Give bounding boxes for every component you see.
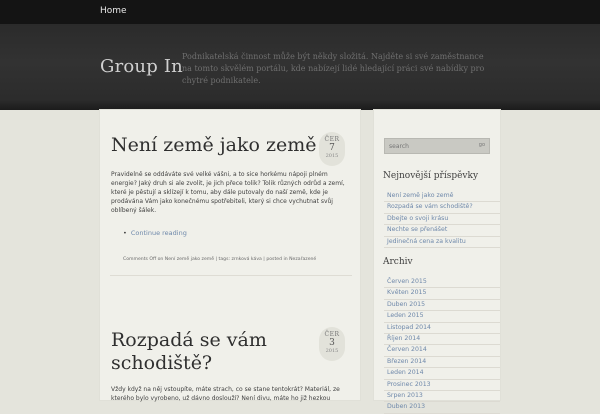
site-title[interactable]: Group In xyxy=(100,56,183,77)
post-date-day: 7 xyxy=(329,143,335,153)
continue-reading-label: Continue reading xyxy=(130,229,187,237)
post-excerpt: Vždy když na něj vstoupíte, máte strach, co se stane tentokrát? Materiál, ze kterého bylo vyrobeno, už dávno doslouží? Není divu, máte ho již hezkou xyxy=(111,386,340,402)
archive-link[interactable]: Červen 2014 xyxy=(384,345,500,356)
post-date-year: 2015 xyxy=(325,153,339,159)
recent-post-link[interactable]: Rozpadá se vám schodiště? xyxy=(384,202,500,213)
bullet-icon: • xyxy=(123,229,127,237)
post-date-day: 3 xyxy=(329,338,335,348)
recent-post-link[interactable]: Dbejte o svoji krásu xyxy=(384,214,500,225)
post-title[interactable]: Není země jako země xyxy=(111,134,317,156)
site-header xyxy=(0,24,600,110)
recent-posts-heading: Nejnovější příspěvky xyxy=(383,171,479,181)
post-excerpt: Pravidelně se oddáváte své velké vášni, a to sice horkému nápoji plném energie? Jaký druh si ale zvolit, je jich přece tolik? Tolik různých odrůd a zemí, které je pěstují a sklízejí k tomu, aby dále putovaly do naší země, kde je prodávána Vám jako konečnému spotřebiteli, který si chce vychutnat svůj oblíbený šálek. xyxy=(111,171,345,214)
recent-post-link[interactable]: Nechte se přenášet xyxy=(384,225,500,236)
archive-link[interactable]: Duben 2015 xyxy=(384,300,500,311)
post-date-year: 2015 xyxy=(325,348,339,354)
archive-link[interactable]: Březen 2014 xyxy=(384,357,500,368)
search-box xyxy=(384,138,490,154)
post-title[interactable]: Rozpadá se vám schodiště? xyxy=(111,329,267,374)
post-date-badge xyxy=(319,132,345,166)
top-navigation xyxy=(0,0,600,24)
archive-link[interactable]: Listopad 2014 xyxy=(384,323,500,334)
archive-link[interactable]: Červen 2015 xyxy=(384,277,500,288)
post-meta: Comments Off on Není země jako země | tags: zrnková káva | posted in Nezařazené xyxy=(123,257,317,262)
archive-link[interactable]: Prosinec 2013 xyxy=(384,380,500,391)
post-date-month: ČER xyxy=(324,136,340,143)
recent-post-link[interactable]: Jedinečná cena za kvalitu xyxy=(384,237,500,248)
nav-home-link[interactable]: Home xyxy=(100,6,127,16)
archive-link[interactable]: Srpen 2013 xyxy=(384,391,500,402)
archive-link[interactable]: Říjen 2014 xyxy=(384,334,500,345)
continue-reading-link[interactable] xyxy=(123,229,187,237)
post-date-month: ČER xyxy=(324,331,340,338)
search-go-button[interactable]: go xyxy=(478,142,485,148)
archive-link[interactable]: Leden 2014 xyxy=(384,368,500,379)
recent-post-link[interactable]: Není země jako země xyxy=(384,191,500,202)
archive-list xyxy=(384,277,500,414)
site-tagline: Podnikatelská činnost může být někdy složitá. Najděte si své zaměstnance na tomto skvělém portálu, kde nabízejí lidé hledající práci své nabídky pro chytré podnikatele. xyxy=(182,52,485,85)
post-divider xyxy=(110,275,352,276)
recent-posts-list xyxy=(384,191,500,248)
archive-heading: Archiv xyxy=(383,257,413,267)
search-input[interactable] xyxy=(389,141,473,151)
archive-link[interactable]: Květen 2015 xyxy=(384,288,500,299)
post-date-badge xyxy=(319,327,345,361)
archive-link[interactable]: Duben 2013 xyxy=(384,402,500,413)
archive-link[interactable]: Leden 2015 xyxy=(384,311,500,322)
